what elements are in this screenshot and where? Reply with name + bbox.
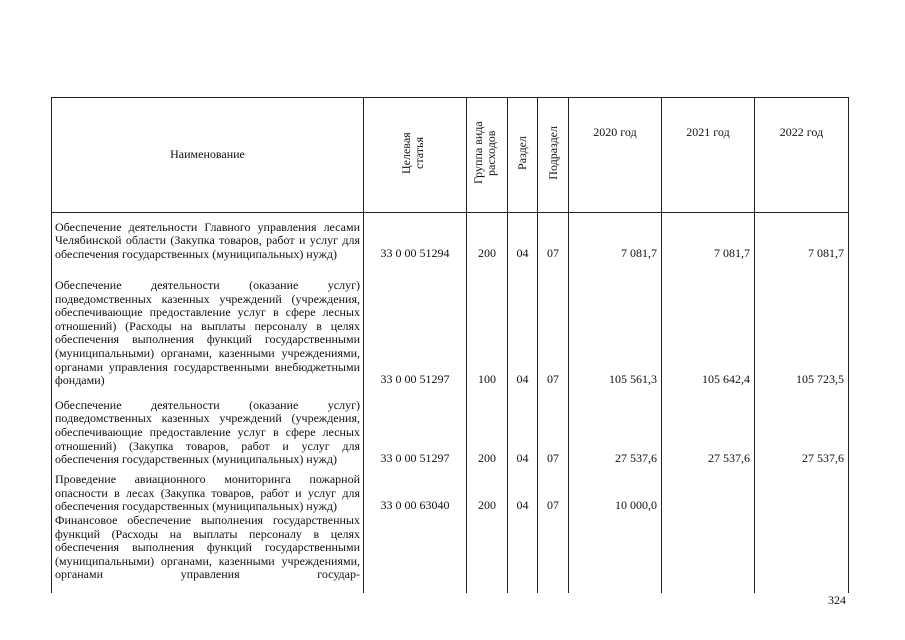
row-subsection: 07 — [538, 388, 569, 467]
row-value-2020: 105 561,3 — [569, 262, 662, 388]
row-name: Финансовое обеспечение выполнения государственных функций (Расходы на выплаты персоналу в целях обеспечения выполнения функций государственными (муниципальными) органами, казенными учреждениями, органами управления государ- — [52, 514, 364, 593]
page-number: 324 — [828, 593, 846, 607]
row-value-2022: 27 537,6 — [755, 388, 849, 467]
row-expense-group: 200 — [467, 388, 508, 467]
row-value-2021: 27 537,6 — [662, 388, 755, 467]
row-value-2021: 7 081,7 — [662, 213, 755, 262]
header-target-article: Целевая статья — [364, 98, 467, 213]
row-subsection: 07 — [538, 262, 569, 388]
header-subsection: Подраздел — [538, 98, 569, 213]
row-name: Проведение авиационного мониторинга пожарной опасности в лесах (Закупка товаров, работ и услуг для обеспечения государственных (муниципальных) нужд) — [52, 467, 364, 514]
table-row — [52, 467, 849, 514]
header-section: Раздел — [508, 98, 538, 213]
row-value-2022 — [755, 467, 849, 514]
row-value-2021: 105 642,4 — [662, 262, 755, 388]
row-value-2020: 7 081,7 — [569, 213, 662, 262]
row-target-article: 33 0 00 63040 — [364, 467, 467, 514]
row-value-2021 — [662, 514, 755, 593]
row-target-article: 33 0 00 51297 — [364, 388, 467, 467]
header-name: Наименование — [52, 98, 364, 213]
table-row — [52, 388, 849, 467]
header-row — [52, 98, 849, 213]
table-row — [52, 262, 849, 388]
row-target-article: 33 0 00 51297 — [364, 262, 467, 388]
row-section: 04 — [508, 262, 538, 388]
row-value-2020: 10 000,0 — [569, 467, 662, 514]
row-subsection — [538, 514, 569, 593]
header-year-2022: 2022 год — [755, 98, 849, 213]
table-body — [52, 213, 849, 594]
row-value-2021 — [662, 467, 755, 514]
row-name: Обеспечение деятельности Главного управления лесами Челябинской области (Закупка товаров, работ и услуг для обеспечения государственных (муниципальных) нужд) — [52, 213, 364, 262]
row-name: Обеспечение деятельности (оказание услуг) подведомственных казенных учреждений (учреждения, обеспечивающие предоставление услуг в сфере лесных отношений) (Закупка товаров, работ и услуг для обеспечения государственных (муниципальных) нужд) — [52, 388, 364, 467]
row-expense-group: 200 — [467, 213, 508, 262]
row-value-2022: 105 723,5 — [755, 262, 849, 388]
row-value-2022 — [755, 514, 849, 593]
header-expense-group: Группа вида расходов — [467, 98, 508, 213]
row-section: 04 — [508, 213, 538, 262]
row-expense-group: 200 — [467, 467, 508, 514]
table-header — [52, 98, 849, 213]
header-year-2021: 2021 год — [662, 98, 755, 213]
row-expense-group: 100 — [467, 262, 508, 388]
row-value-2020: 27 537,6 — [569, 388, 662, 467]
table-row — [52, 213, 849, 262]
budget-table — [51, 97, 849, 593]
row-name: Обеспечение деятельности (оказание услуг) подведомственных казенных учреждений (учреждения, обеспечивающие предоставление услуг в сфере лесных отношений) (Расходы на выплаты персоналу в целях обеспечения выполнения функций государственными (муниципальными) органами, казенными учреждениями, органами управления государственными внебюджетными фондами) — [52, 262, 364, 388]
row-expense-group — [467, 514, 508, 593]
row-value-2022: 7 081,7 — [755, 213, 849, 262]
table-row — [52, 514, 849, 593]
row-target-article — [364, 514, 467, 593]
row-subsection: 07 — [538, 467, 569, 514]
row-target-article: 33 0 00 51294 — [364, 213, 467, 262]
header-year-2020: 2020 год — [569, 98, 662, 213]
row-section — [508, 514, 538, 593]
row-value-2020 — [569, 514, 662, 593]
row-subsection: 07 — [538, 213, 569, 262]
row-section: 04 — [508, 388, 538, 467]
row-section: 04 — [508, 467, 538, 514]
